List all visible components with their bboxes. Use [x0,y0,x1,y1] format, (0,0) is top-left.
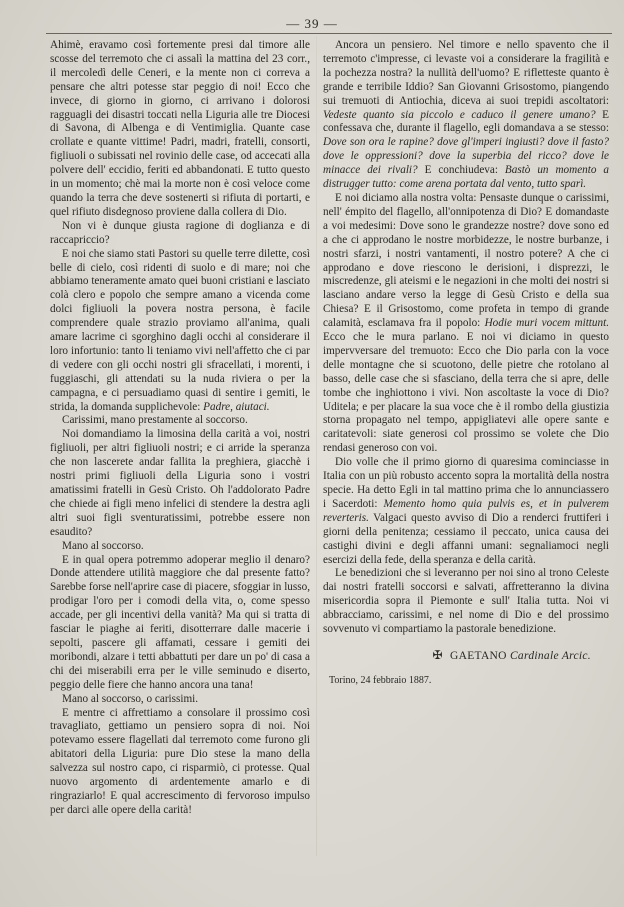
paragraph: Ahimè, eravamo così fortemente presi dal timore alle scosse del terremoto che ci assalì la mattina del 23 corr., il mercoledì delle Ceneri, e la mente non ci correva a pensare che altri potesse star peggio di noi! Ecco che invece, di giorno in giorno, ci arrivano i dolorosi ragguagli dei disastri toccati nella Liguria alle tre Diocesi di Savona, di Albenga e di Ventimiglia. Quante case crollate e quante vittime! Padri, madri, fratelli, consorti, figliuoli o subissati nel rovinio delle case, od accecati alla polvere dell' eccidio, feriti ed abbandonati. E tutto questo in un momento; chè mai la morte non è così veloce come quando la terra che deve sostenerti si rifiuta di portarti, e quel rifiuto disdegnoso proviene dalla collera di Dio. [50,39,310,218]
paragraph [323,39,609,192]
cross-icon: ✠ [432,647,443,662]
paragraph [323,192,609,456]
italic-quote: Padre, aiutaci. [203,400,270,413]
paragraph [323,456,609,567]
right-column [323,39,609,688]
paragraph-text: Ecco che le mura parlano. E noi vi diciamo in questo impervversare del tremuoto: Ecco che Dio parla con la voce delle montagne che si scuotono, delle pietre che rotolano al basso, delle case che si sfasciano, della terra che si apre, delle tombe che inghiottono i vivi. Non ascoltaste la voce di Dio? Uditela; e per placare la sua voce che è il rombo della giustizia storna propagato nel tempo, appigliatevi alle opere sante e caritatevoli: siate generosi col prossimo se volete che Dio rendasi generoso con voi. [323,331,609,455]
italic-quote: Bastò un momento a distrugger tutto: come arena portata dal vento, tutto sparì. [323,164,609,191]
header-rule [46,33,612,34]
signature [323,649,609,664]
page-number: — 39 — [286,16,338,31]
paragraph: Mano al soccorso, o carissimi. [62,692,199,705]
paragraph-text: Ancora un pensiero. Nel timore e nello spavento che il terremoto c'impresse, ci levaste voi a considerare la fragilità e la pochezza nostra? la nullità dell'uomo? E rifletteste quanto è grande e terribile Iddio? San Giovanni Grisostomo, piangendo sui tremuoti di Antiochia, diceva ai suoi trepidi ascoltatori: [323,39,609,107]
italic-quote: Memento homo quia pulvis es, et in pulverem reverteris. [323,497,610,524]
dateline: Torino, 24 febbraio 1887. [329,674,432,686]
italic-quote: Hodie muri vocem mittunt. [484,317,610,330]
paragraph: Le benedizioni che si leveranno per noi sino al trono Celeste dai nostri fratelli soccorsi e salvati, affretteranno la divina misericordia sopra il Piemonte e sull' Italia tutta. Noi vi abbracciamo, carissimi, e nel nome di Dio e del prossimo sovvenuto vi compartiamo la pastorale benedizione. [323,567,609,636]
paragraph-text: E noi che siamo stati Pastori su quelle terre dilette, così belle di cielo, così ridenti di suolo e di mare; noi che abbiamo teneramente amato quei buoni cristiani e lasciato colà clero e popolo che sempre amano a vicenda come dolci figliuoli la povera nostra persona, è facile comprendere quale strazio proviamo all'anima, quali amare lacrime ci sgorghino dagli occhi al considerare il loro infortunio: tanto li teniamo vivi nell'affetto che ci par di vedere con gli occhi nostri gli sfracellati, i morenti, i fuggiaschi, gli attendati su la nuda riviera o per la campagna, e ci persuadiamo quasi di sentire i gemiti, le strida, la domanda supplichevole: [50,247,311,413]
left-column [50,39,310,818]
paragraph: Noi domandiamo la limosina della carità a voi, nostri figliuoli, per altri figliuoli nostri; e ci arride la speranza che non lascerete andar fallita la preghiera, giacchè i nostri primi figliuoli della Liguria sono i vostri amatissimi fratelli in Gesù Cristo. Oh l'addolorato Padre che chiede ai figli meno infelici di stendere la destra agli altri suoi figli sventuratissimi, potrebbe essere non esaudito? [50,428,310,538]
signature-title: Cardinale Arcic. [509,649,591,662]
paragraph-text: E noi diciamo alla nostra volta: Pensaste dunque o carissimi, nell' émpito del flagello, all'onnipotenza di Dio? E domandaste a voi medesimi: Dove sono le grandezze nostre? dove sono ed a che ci approdano le nostre morbidezze, le nostre burbanze, i nostri sfarzi, i nostri vantamenti, il nostro potere? A che ci approdano e dove riescono le derisioni, i disprezzi, le miscredenze, gli ateismi e le negazioni in che molti dei nostri si lasciano andare verso la legge di Gesù Cristo e della sua Chiesa? E il Grisostomo, come profeta in tempo di grande calamità, esclamava fra il popolo: [323,191,609,330]
paragraph: E in qual opera potremmo adoperar meglio il denaro? Donde attendere utilità maggiore che dal presente fatto? Sarebbe forse nell'aprire case di piacere, sfoggiar in lusso, prodigar l'oro per i comodi della vita, o, come spesso accade, per gli incentivi della vanità? Ma qui si tratta di fasciar le piaghe ai feriti, disotterrare dalle macerie i sepolti, pascere gli affamati, cessare i gemiti dei moribondi, alzare i tetti abbattuti per dare un po' di casa a chi dei miserabili erra per le ville seminudo e diserto, peggio delle fiere che hanno ancora una tana! [50,553,310,691]
paragraph-text: Dio volle che il primo giorno di quaresima cominciasse in Italia con un più robusto accento sopra la mortalità della nostra specie. Ha detto Egli in tal mattino prima che lo annunciassero i Sacerdoti: [323,456,609,510]
column-gutter [316,36,317,856]
signature-name: GAETANO [450,649,507,662]
paragraph: Carissimi, mano prestamente al soccorso. [62,414,248,427]
paragraph-text: Valgaci questo avviso di Dio a renderci fruttiferi i giorni della penitenza; cessiamo il peccato, unica causa dei castighi divini e degli affanni umani: segnaliamoci negli esercizi della fede, della speranza e della carità. [323,511,609,566]
paragraph-text: E confessava che, durante il flagello, egli domandava a se stesso: [323,108,609,135]
paragraph: E mentre ci affrettiamo a consolare il prossimo così travagliato, gettiamo un pensiero sopra di noi. Noi potevamo essere flagellati dal terremoto come furono gli abitatori della Liguria: pure Dio stese la mano della salvezza sul nostro capo, ci risparmiò, ci protesse. Qual nuovo argomento di ardentemente amarlo e di ringraziarlo! E qual accrescimento di fervoroso impulso per darci alle opere della carità! [50,706,310,816]
paragraph [50,248,310,415]
paragraph: Mano al soccorso. [62,539,144,552]
paragraph-text: E conchiudeva: [417,164,505,177]
italic-quote: Vedeste quanto sia piccolo e caduco il genere umano? [323,108,596,121]
italic-quote: Dove son ora le rapine? dove gl'imperi ingiusti? dove il fasto? dove le oppressioni? dove la superbia del ricco? dove le minacce dei rivali? [323,136,609,177]
paragraph: Non vi è dunque giusta ragione di doglianza e di raccapriccio? [50,219,310,246]
